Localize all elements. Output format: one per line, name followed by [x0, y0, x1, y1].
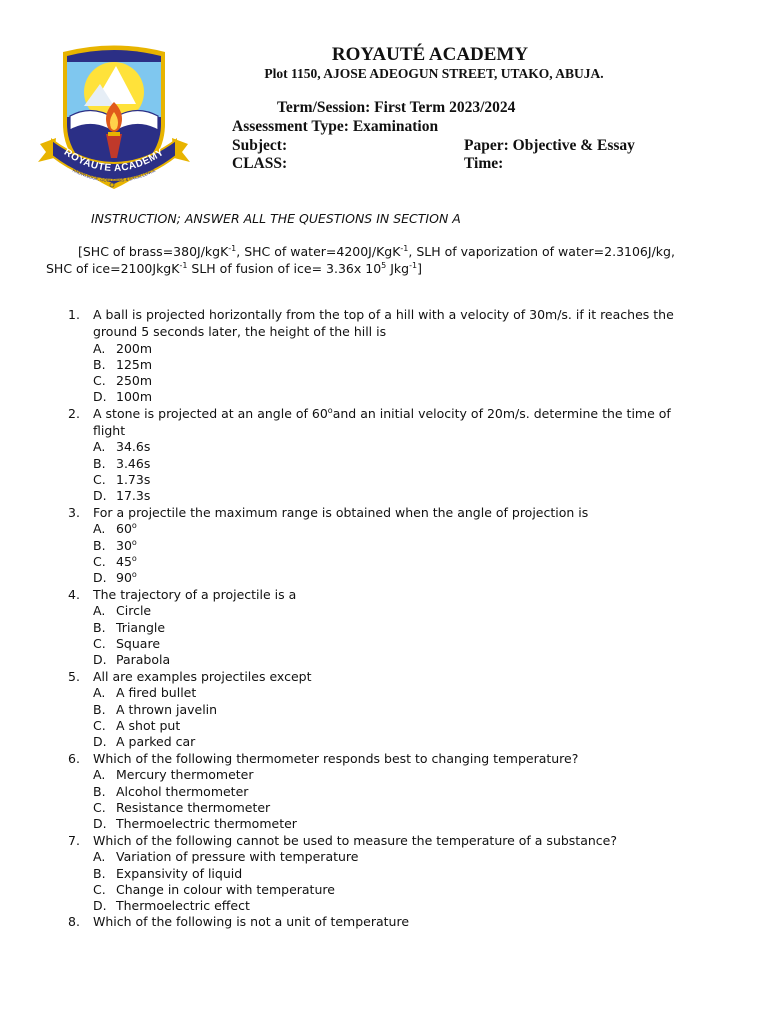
option-letter: D.	[93, 570, 107, 586]
logo-motto: KNOWLEDGE, GODLINESS & EXCELLENCE	[71, 167, 157, 184]
option-text: Triangle	[116, 619, 166, 635]
question-text: Which of the following is not a unit of temperature	[93, 914, 410, 930]
option-item	[0, 389, 768, 405]
question-text-part: and an initial velocity of 20m/s. determine the time of flight	[93, 405, 671, 438]
option-text: 200m	[116, 340, 153, 356]
subject-label: Subject:	[232, 137, 288, 154]
option-item	[0, 357, 768, 373]
option-item	[0, 603, 768, 619]
option-letter: B.	[93, 455, 106, 471]
question-6	[0, 751, 768, 833]
constants-text: , SLH of vaporization of water=2.3106J/kg, SHC of ice=2100JkgK	[46, 244, 675, 276]
question-text-part: A stone is projected at an angle of 60	[93, 405, 328, 421]
option-text: A thrown javelin	[116, 701, 218, 717]
question-text: Which of the following cannot be used to measure the temperature of a substance?	[93, 832, 617, 848]
option-text: Parabola	[116, 652, 171, 668]
option-text: Resistance thermometer	[116, 799, 271, 815]
option-text: Mercury thermometer	[116, 767, 254, 783]
constants-text: SLH of fusion of ice= 3.36x 10	[187, 261, 382, 276]
option-text	[116, 538, 137, 554]
option-value: 90	[116, 570, 132, 586]
question-3	[0, 505, 768, 587]
question-4	[0, 587, 768, 669]
option-item	[0, 866, 768, 882]
constants-sup: -1	[179, 260, 188, 270]
degree-sup: o	[131, 570, 137, 580]
option-text: Thermoelectric effect	[116, 898, 250, 914]
option-letter: D.	[93, 898, 107, 914]
question-number: 3.	[68, 504, 80, 520]
option-letter: A.	[93, 439, 106, 455]
option-item	[0, 488, 768, 504]
option-letter: C.	[93, 881, 106, 897]
option-item	[0, 898, 768, 914]
school-address: Plot 1150, AJOSE ADEOGUN STREET, UTAKO, ABUJA.	[264, 66, 604, 81]
option-letter: C.	[93, 471, 106, 487]
option-text	[116, 570, 137, 586]
option-text: Circle	[116, 603, 152, 619]
option-item	[0, 636, 768, 652]
option-letter: B.	[93, 619, 106, 635]
option-text: A parked car	[116, 734, 196, 750]
question-8	[0, 914, 768, 931]
option-item	[0, 521, 768, 537]
question-number: 6.	[68, 750, 80, 766]
option-letter: A.	[93, 685, 106, 701]
option-text: 100m	[116, 389, 153, 405]
time-label: Time:	[464, 155, 504, 172]
constants-sup: -1	[400, 243, 409, 253]
question-text: All are examples projectiles except	[93, 668, 312, 684]
option-letter: B.	[93, 537, 106, 553]
option-letter: C.	[93, 799, 106, 815]
option-value: 45	[116, 553, 132, 569]
option-item	[0, 456, 768, 472]
logo-banner-text: ROYAUTE ACADEMY	[61, 146, 167, 175]
option-item	[0, 652, 768, 668]
option-text: Thermoelectric thermometer	[116, 816, 297, 832]
option-letter: C.	[93, 553, 106, 569]
constants-sup: -1	[228, 243, 237, 253]
option-item	[0, 702, 768, 718]
question-text: The trajectory of a projectile is a	[93, 586, 297, 602]
option-text: 1.73s	[116, 471, 151, 487]
question-list	[0, 307, 768, 931]
option-text: 125m	[116, 356, 153, 372]
question-text: A ball is projected horizontally from the top of a hill with a velocity of 30m/s. if it reaches the ground 5 seconds later, the height of the hill is	[93, 307, 674, 339]
degree-sup: o	[131, 521, 137, 531]
option-item	[0, 767, 768, 783]
option-item	[0, 685, 768, 701]
option-letter: A.	[93, 767, 106, 783]
option-letter: C.	[93, 717, 106, 733]
option-letter: D.	[93, 816, 107, 832]
option-text	[116, 554, 137, 570]
constants-text: , SHC of water=4200J/KgK	[236, 244, 401, 259]
constants-sup: 5	[381, 260, 387, 270]
option-item	[0, 439, 768, 455]
assessment-type: Assessment Type: Examination	[232, 118, 439, 135]
constants-text: Jkg	[386, 261, 410, 276]
option-text: Variation of pressure with temperature	[116, 849, 359, 865]
option-item	[0, 472, 768, 488]
option-letter: B.	[93, 865, 106, 881]
option-text: 17.3s	[116, 488, 151, 504]
option-text: Alcohol thermometer	[116, 783, 249, 799]
question-number: 8.	[68, 914, 80, 930]
option-text: A shot put	[116, 717, 181, 733]
option-value: 60	[116, 521, 132, 537]
question-2	[0, 406, 768, 505]
constants-text: [SHC of brass=380J/kgK	[78, 244, 229, 259]
option-text: Square	[116, 635, 161, 651]
option-letter: D.	[93, 652, 107, 668]
option-text: 3.46s	[116, 455, 151, 471]
option-letter: D.	[93, 389, 107, 405]
option-letter: B.	[93, 783, 106, 799]
option-item	[0, 570, 768, 586]
question-text: Which of the following thermometer responds best to changing temperature?	[93, 750, 579, 766]
option-letter: B.	[93, 701, 106, 717]
option-letter: A.	[93, 603, 106, 619]
degree-sup: o	[327, 405, 333, 415]
question-1	[0, 307, 768, 406]
question-number: 4.	[68, 586, 80, 602]
degree-sup: o	[131, 537, 137, 547]
option-letter: B.	[93, 356, 106, 372]
option-value: 30	[116, 537, 132, 553]
option-item	[0, 620, 768, 636]
question-number: 7.	[68, 832, 80, 848]
option-item	[0, 734, 768, 750]
option-letter: A.	[93, 849, 106, 865]
option-item	[0, 849, 768, 865]
option-text	[116, 521, 137, 537]
option-letter: A.	[93, 340, 106, 356]
question-5	[0, 669, 768, 751]
option-text: 250m	[116, 373, 153, 389]
option-item	[0, 800, 768, 816]
option-letter: C.	[93, 635, 106, 651]
option-letter: C.	[93, 373, 106, 389]
question-text: For a projectile the maximum range is obtained when the angle of projection is	[93, 504, 589, 520]
option-text: Change in colour with temperature	[116, 881, 335, 897]
question-number: 2.	[68, 405, 80, 421]
question-text	[93, 406, 693, 440]
physical-constants	[46, 243, 696, 277]
question-number: 1.	[68, 307, 80, 322]
option-letter: A.	[93, 521, 106, 537]
option-item	[0, 341, 768, 357]
term-session: Term/Session: First Term 2023/2024	[277, 99, 516, 116]
option-item	[0, 816, 768, 832]
option-item	[0, 718, 768, 734]
option-item	[0, 373, 768, 389]
school-name: ROYAUTÉ ACADEMY	[331, 44, 529, 65]
option-item	[0, 882, 768, 898]
degree-sup: o	[131, 553, 137, 563]
class-label: CLASS:	[232, 155, 288, 172]
option-letter: D.	[93, 488, 107, 504]
option-text: A fired bullet	[116, 685, 197, 701]
instruction-text: INSTRUCTION; ANSWER ALL THE QUESTIONS IN SECTION A	[91, 211, 461, 226]
question-number: 5.	[68, 668, 80, 684]
constants-sup: -1	[409, 260, 418, 270]
option-text: 34.6s	[116, 439, 151, 455]
option-text: Expansivity of liquid	[116, 865, 243, 881]
paper-label: Paper: Objective & Essay	[464, 137, 635, 154]
option-item	[0, 554, 768, 570]
option-letter: D.	[93, 734, 107, 750]
question-7	[0, 833, 768, 915]
option-item	[0, 784, 768, 800]
constants-text: ]	[417, 261, 422, 276]
option-item	[0, 538, 768, 554]
